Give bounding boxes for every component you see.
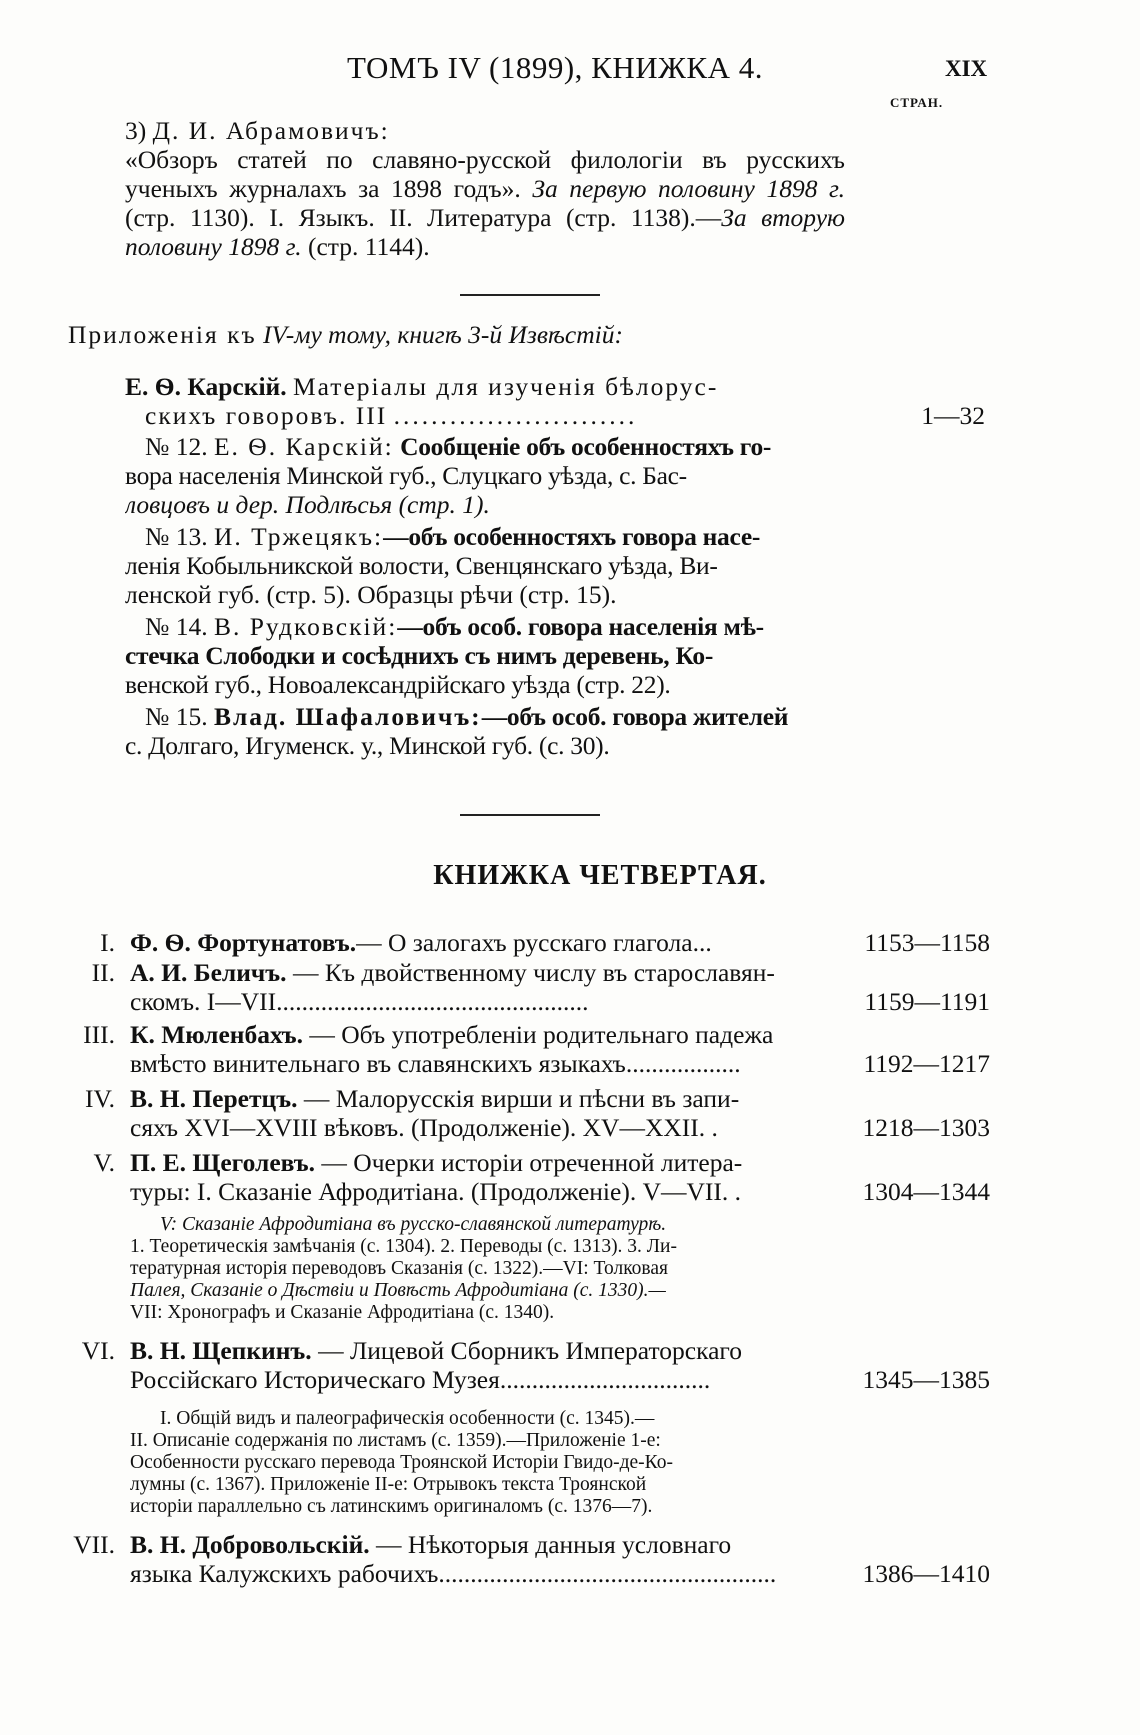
toc-roman: III.	[83, 1020, 115, 1049]
note-line: Палея, Сказаніе о Дѣствіи и Повѣсть Афродитіана (с. 1330).—	[130, 1280, 666, 1301]
item-line2: вора населенія Минской губ., Слуцкаго уѣзда, с. Бас-	[125, 461, 687, 490]
note-line: лумны (с. 1367). Приложеніе II-е: Отрывокъ текста Троянской	[130, 1474, 647, 1495]
toc-author: А. И. Беличъ.	[130, 958, 287, 987]
item-line2: ленія Кобыльникской волости, Свенцянскаго уѣзда, Ви-	[125, 551, 718, 580]
toc-roman: IV.	[85, 1084, 115, 1113]
toc-author: Ф. Ѳ. Фортунатовъ.	[130, 928, 357, 957]
toc-pages: 1345—1385	[859, 1365, 991, 1394]
toc-note-6	[130, 1408, 840, 1518]
toc-title-line1: — Малорусскія вирши и пѣсни въ запи-	[303, 1084, 740, 1113]
toc-title-line2: туры: I. Сказаніе Афродитіана. (Продолженіе). V—VII. .	[130, 1177, 742, 1206]
note-line: исторіи параллельно съ латинскимъ оригиналомъ (с. 1376—7).	[130, 1496, 653, 1517]
separator-rule	[460, 294, 600, 296]
separator-rule	[460, 814, 600, 816]
item-author: Е. Ѳ. Карскій:	[213, 432, 394, 461]
entry-author: Д. И. Абрамовичъ:	[152, 116, 390, 145]
note-line: тературная исторія переводовъ Сказанія (с. 1322).—VI: Толковая	[130, 1258, 669, 1279]
running-title: ТОМЪ IV (1899), КНИЖКА 4.	[347, 50, 763, 85]
toc-title: — О залогахъ русскаго глагола...	[356, 928, 712, 957]
toc-title-line2: сяхъ XVI—XVIII вѣковъ. (Продолженіе). XV—XXII. .	[130, 1113, 718, 1142]
item-line2: стечка Слободки и сосѣднихъ съ нимъ деревень, Ко-	[125, 641, 714, 670]
toc-title-line1: — Очерки исторіи отреченной литера-	[321, 1148, 743, 1177]
item-line3: ловцовъ и дер. Подлѣсья (стр. 1).	[125, 490, 490, 519]
appendix-item-14	[125, 612, 845, 699]
entry-abramovich	[125, 116, 845, 261]
toc-author: П. Е. Щеголевъ.	[130, 1148, 316, 1177]
entry-part1-page: (стр. 1130).	[125, 203, 255, 232]
toc-title-line1: — Къ двойственному числу въ старославян-	[292, 958, 775, 987]
toc-pages: 1386—1410	[859, 1559, 991, 1588]
toc-title-line2: вмѣсто винительнаго въ славянскихъ языкахъ	[130, 1049, 626, 1078]
appendix-main-author: Е. Ѳ. Карскій.	[125, 372, 287, 401]
item-line1: —объ особ. говора населенія мѣ-	[397, 612, 764, 641]
appendix-main-title-line2: скихъ говоровъ. III	[145, 401, 388, 430]
item-line1: Сообщеніе объ особенностяхъ го-	[400, 432, 772, 461]
toc-pages: 1192—1217	[859, 1049, 990, 1078]
item-author: Влад. Шафаловичъ:	[213, 702, 482, 731]
appendix-item-13	[125, 522, 845, 609]
toc-roman: II.	[91, 958, 115, 987]
toc-pages: 1153—1158	[864, 928, 990, 957]
toc-title-line2: Россійскаго Историческаго Музея	[130, 1365, 500, 1394]
item-number: № 14.	[145, 612, 208, 641]
toc-author: В. Н. Добровольскій.	[130, 1530, 370, 1559]
toc-roman: I.	[100, 928, 115, 957]
toc-title-line2: скомъ. I—VII	[130, 987, 277, 1016]
item-line3: ленской губ. (стр. 5). Образцы рѣчи (стр. 15).	[125, 580, 617, 609]
appendix-heading-italic: IV-му тому, книгѣ 3-й Извѣстій:	[263, 320, 623, 349]
pages-column-label: СТРАН.	[890, 95, 944, 110]
note-line: II. Описаніе содержанія по листамъ (с. 1359).—Приложеніе 1-е:	[130, 1430, 661, 1451]
appendix-item-15	[125, 702, 845, 760]
toc-title-line1: — Нѣкоторыя данныя условнаго	[376, 1530, 732, 1559]
item-line1: —объ особ. говора жителей	[481, 702, 789, 731]
entry-part2-page: (стр. 1144).	[307, 232, 430, 261]
appendix-item-12	[125, 432, 845, 519]
toc-pages: 1159—1191	[860, 987, 990, 1016]
toc-title-line1: — Лицевой Сборникъ Императорскаго	[318, 1336, 742, 1365]
item-line2: с. Долгаго, Игуменск. у., Минской губ. (с. 30).	[125, 731, 610, 760]
toc-title-line1: — Объ употребленіи родительнаго падежа	[309, 1020, 774, 1049]
toc-roman: VI.	[81, 1336, 115, 1365]
item-number: № 12.	[145, 432, 208, 461]
appendix-heading	[68, 320, 968, 349]
item-number: № 15.	[145, 702, 208, 731]
toc-author: К. Мюленбахъ.	[130, 1020, 303, 1049]
toc-pages: 1304—1344	[859, 1177, 991, 1206]
note-line: VII: Хронографъ и Сказаніе Афродитіана (с. 1340).	[130, 1302, 555, 1323]
appendix-heading-prefix: Приложенія къ	[68, 320, 257, 349]
section-heading: КНИЖКА ЧЕТВЕРТАЯ.	[433, 860, 767, 891]
entry-part2-label: За вторую половину 1898 г.	[125, 203, 846, 261]
item-line3: венской губ., Новоалександрійскаго уѣзда (стр. 22).	[125, 670, 671, 699]
appendix-main-entry: Е. Ѳ. Карскій. Матеріалы для изученія бѣлорус- скихъ говоровъ. III .......................... 1—32	[125, 372, 985, 430]
item-number: № 13.	[145, 522, 208, 551]
toc-title-line2: языка Калужскихъ рабочихъ	[130, 1559, 439, 1588]
page-number: XIX	[945, 56, 988, 81]
entry-sub2: II. Литература (стр. 1138).—	[389, 203, 722, 232]
toc-author: В. Н. Перетцъ.	[130, 1084, 298, 1113]
page-header	[0, 50, 1140, 110]
book-page: ТОМЪ IV (1899), КНИЖКА 4. XIX СТРАН. 3) Д. И. Абрамовичъ: «Обзоръ статей по славяно-русской филологіи въ русскихъ ученыхъ журналахъ за 1898 годъ». За первую половину 1898 г. (стр. 1130). I. Языкъ. II. Литература (стр. 1138).—За вторую половину 1898 г. (стр. 1144). Приложенія къ IV-му тому, книгѣ 3-й Извѣстій: Е. Ѳ. Карскій. Матеріалы для изученія бѣлорус- скихъ говоровъ. III .......................... 1—32 № 12. Е. Ѳ. Карскій: Сообщеніе объ особенностяхъ го- вора населенія Минской губ., Слуцкаго уѣзда, с. Бас- ловцовъ и дер. Подлѣсья (стр. 1). № 13. И. Тржецякъ:—объ особенностяхъ говора насе- ленія Кобыльникской волости, Свенцянскаго уѣзда, Ви- ленской губ. (стр. 5). Образцы рѣчи (стр. 15). № 14. В. Рудковскій:—объ особ. говора населенія мѣ- стечка Слободки и сосѣднихъ съ нимъ деревень, Ко- венской губ., Новоалександрійскаго уѣзда (стр. 22). № 15. Влад. Шафаловичъ:—объ особ. говора жителей с. Долгаго, Игуменск. у., Минской губ. (с. 30). КНИЖКА ЧЕТВЕРТАЯ. I. Ф. Ѳ. Фортунатовъ.— О залогахъ русскаго глагола... 1153—1158 II. А. И. Беличъ. — Къ двойственному числу въ старославян- скомъ. I—VII................................................. 1159—1191 III. К. Мюленбахъ. — Объ употребленіи родительнаго падежа вмѣсто винительнаго въ славянскихъ языкахъ.................. 1192—1217 IV. В. Н. Перетцъ. — Малорусскія вирши и пѣсни въ запи- сяхъ XVI—XVIII вѣковъ. (Продолженіе). XV—XXII. . 1218—1303 V. П. Е. Щеголевъ. — Очерки исторіи отреченной литера- туры: I. Сказаніе Афродитіана. (Продолженіе). V—VII. . 1304—1344 V: Сказаніе Афродитіана въ русско-славянской литературѣ. 1. Теоретическія замѣчанія (с. 1304). 2. Переводы (с. 1313). 3. Ли- тературная исторія переводовъ Сказанія (с. 1322).—VI: Толковая Палея, Сказаніе о Дѣствіи и Повѣсть Афродитіана (с. 1330).— VII: Хронографъ и Сказаніе Афродитіана (с. 1340). VI. В. Н. Щепкинъ. — Лицевой Сборникъ Императорскаго Россійскаго Историческаго Музея................................. 1345—1385 I. Общій видъ и палеографическія особенности (с. 1345).— II. Описаніе содержанія по листамъ (с. 1359).—Приложеніе 1-е: Особенности русскаго перевода Троянской Исторіи Гвидо-де-Ко- лумны (с. 1367). Приложеніе II-е: Отрывокъ текста Троянской исторіи параллельно съ латинскимъ оригиналомъ (с. 1376—7). VII. В. Н. Добровольскій. — Нѣкоторыя данныя условнаго языка Калужскихъ рабочихъ..................................................... 1386—1410	[0, 0, 1140, 1735]
note-line: V: Сказаніе Афродитіана въ русско-славянской литературѣ.	[160, 1214, 667, 1235]
entry-sub1: I. Языкъ.	[269, 203, 375, 232]
toc-author: В. Н. Щепкинъ.	[130, 1336, 312, 1365]
item-author: И. Тржецякъ:	[213, 522, 384, 551]
item-line1: —объ особенностяхъ говора насе-	[383, 522, 761, 551]
entry-number: 3)	[125, 116, 147, 145]
toc-roman: VII.	[73, 1530, 115, 1559]
note-line: 1. Теоретическія замѣчанія (с. 1304). 2. Переводы (с. 1313). 3. Ли-	[130, 1236, 677, 1257]
appendix-main-title-line1: Матеріалы для изученія бѣлорус-	[292, 372, 719, 401]
note-line: Особенности русскаго перевода Троянской Исторіи Гвидо-де-Ко-	[130, 1452, 673, 1473]
entry-part1-label: За первую половину 1898 г.	[532, 174, 846, 203]
item-author: В. Рудковскій:	[213, 612, 398, 641]
toc-roman: V.	[93, 1148, 115, 1177]
note-line: I. Общій видъ и палеографическія особенности (с. 1345).—	[160, 1408, 655, 1429]
toc-pages: 1218—1303	[859, 1113, 991, 1142]
toc-note-5	[130, 1214, 840, 1324]
appendix-main-pages: 1—32	[921, 401, 985, 430]
entry-title: «Обзоръ статей по славяно-русской филологіи въ русскихъ ученыхъ журналахъ за 1898 годъ».	[125, 145, 845, 203]
